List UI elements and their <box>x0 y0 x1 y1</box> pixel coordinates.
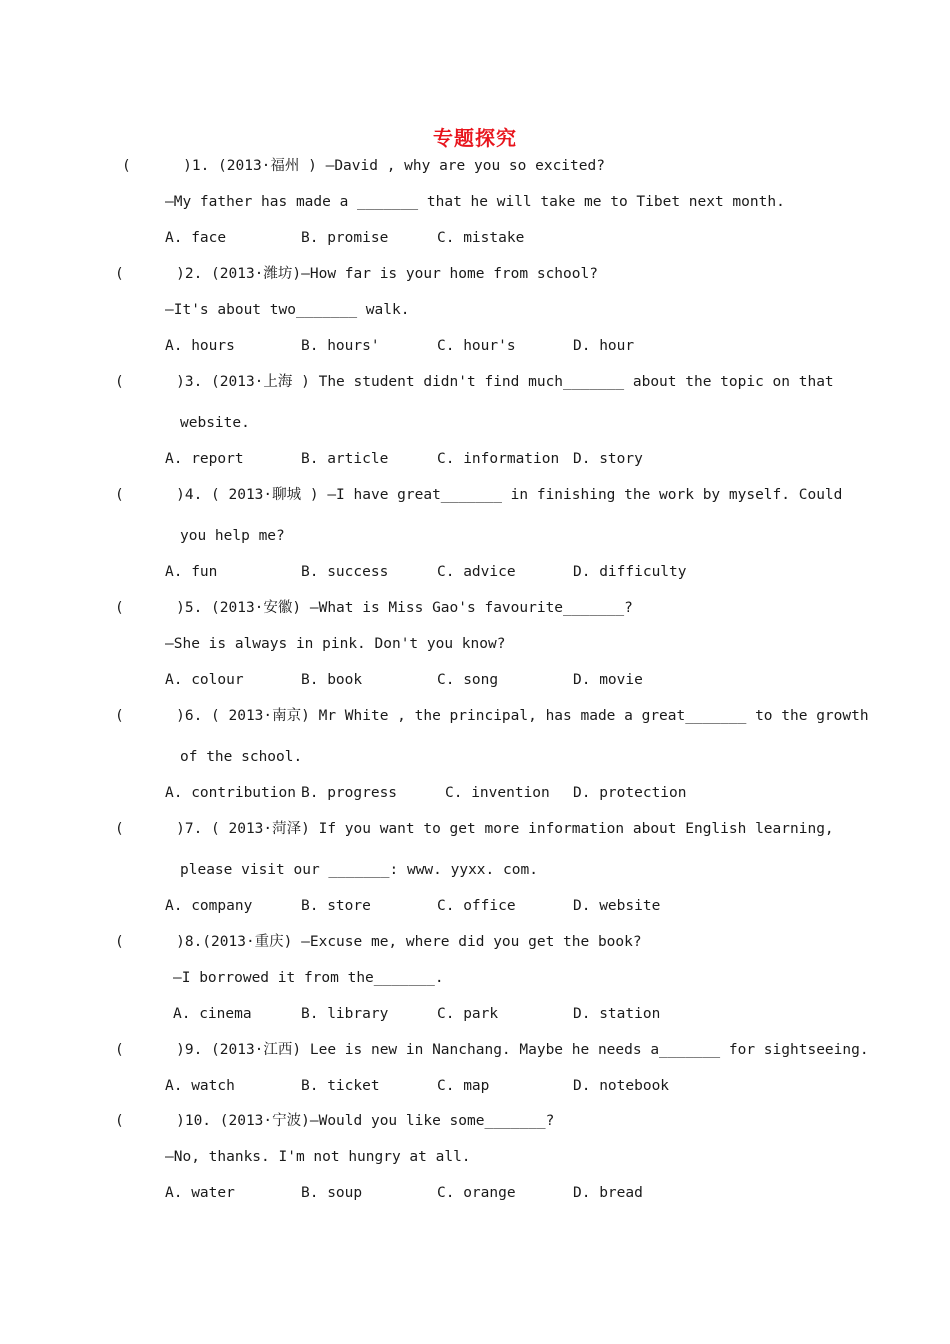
question-5-option-c: C. song <box>437 672 499 688</box>
question-4-stem: ( )4. ( 2013·聊城 ) —I have great_______ in finishing the work by myself. Could <box>115 487 843 503</box>
question-7-option-b: B. store <box>301 898 371 914</box>
question-9-option-c: C. map <box>437 1078 490 1094</box>
question-1-option-c: C. mistake <box>437 230 525 246</box>
question-8-option-a: A. cinema <box>173 1006 252 1022</box>
question-9-option-b: B. ticket <box>301 1078 380 1094</box>
question-6-option-d: D. protection <box>573 785 687 801</box>
question-4-option-c: C. advice <box>437 564 516 580</box>
question-10-stem: ( )10. (2013·宁波)—Would you like some_______? <box>115 1113 555 1129</box>
question-5-option-b: B. book <box>301 672 363 688</box>
question-5-option-a: A. colour <box>165 672 244 688</box>
question-7-option-c: C. office <box>437 898 516 914</box>
question-7-line: please visit our _______: www. yyxx. com. <box>180 862 538 878</box>
question-9-option-a: A. watch <box>165 1078 235 1094</box>
question-6-option-c: C. invention <box>445 785 550 801</box>
question-4-option-a: A. fun <box>165 564 218 580</box>
question-3-option-d: D. story <box>573 451 643 467</box>
question-9-stem: ( )9. (2013·江西) Lee is new in Nanchang. Maybe he needs a_______ for sightseeing. <box>115 1042 869 1058</box>
question-2-option-b: B. hours' <box>301 338 380 354</box>
question-2-option-a: A. hours <box>165 338 235 354</box>
question-2-stem: ( )2. (2013·潍坊)—How far is your home from school? <box>115 266 598 282</box>
question-3-option-a: A. report <box>165 451 244 467</box>
question-2-option-c: C. hour's <box>437 338 516 354</box>
question-6-stem: ( )6. ( 2013·南京) Mr White , the principal, has made a great_______ to the growth <box>115 708 869 724</box>
question-4-option-b: B. success <box>301 564 389 580</box>
question-1-option-a: A. face <box>165 230 227 246</box>
question-1-stem: ( )1. (2013·福州 ) —David , why are you so excited? <box>122 158 605 174</box>
question-7-option-d: D. website <box>573 898 661 914</box>
question-3-line: website. <box>180 415 250 431</box>
question-4-option-d: D. difficulty <box>573 564 687 580</box>
question-10-line: —No, thanks. I'm not hungry at all. <box>165 1149 471 1165</box>
question-5-stem: ( )5. (2013·安徽) —What is Miss Gao's favourite_______? <box>115 600 633 616</box>
question-5-option-d: D. movie <box>573 672 643 688</box>
question-7-stem: ( )7. ( 2013·菏泽) If you want to get more information about English learning, <box>115 821 834 837</box>
question-6-option-b: B. progress <box>301 785 398 801</box>
question-3-stem: ( )3. (2013·上海 ) The student didn't find much_______ about the topic on that <box>115 374 834 390</box>
question-10-option-d: D. bread <box>573 1185 643 1201</box>
question-4-line: you help me? <box>180 528 285 544</box>
question-8-option-c: C. park <box>437 1006 499 1022</box>
question-10-option-a: A. water <box>165 1185 235 1201</box>
question-9-option-d: D. notebook <box>573 1078 670 1094</box>
question-1-line: —My father has made a _______ that he will take me to Tibet next month. <box>165 194 785 210</box>
question-1-option-b: B. promise <box>301 230 389 246</box>
page-title: 专题探究 <box>433 126 517 150</box>
question-3-option-c: C. information <box>437 451 560 467</box>
question-8-stem: ( )8.(2013·重庆) —Excuse me, where did you get the book? <box>115 934 642 950</box>
question-10-option-c: C. orange <box>437 1185 516 1201</box>
question-10-option-b: B. soup <box>301 1185 363 1201</box>
question-6-line: of the school. <box>180 749 303 765</box>
question-8-option-d: D. station <box>573 1006 661 1022</box>
question-3-option-b: B. article <box>301 451 389 467</box>
question-2-option-d: D. hour <box>573 338 635 354</box>
question-2-line: —It's about two_______ walk. <box>165 302 410 318</box>
question-6-option-a: A. contribution <box>165 785 296 801</box>
question-8-option-b: B. library <box>301 1006 389 1022</box>
question-7-option-a: A. company <box>165 898 253 914</box>
question-5-line: —She is always in pink. Don't you know? <box>165 636 506 652</box>
question-8-line: —I borrowed it from the_______. <box>173 970 444 986</box>
